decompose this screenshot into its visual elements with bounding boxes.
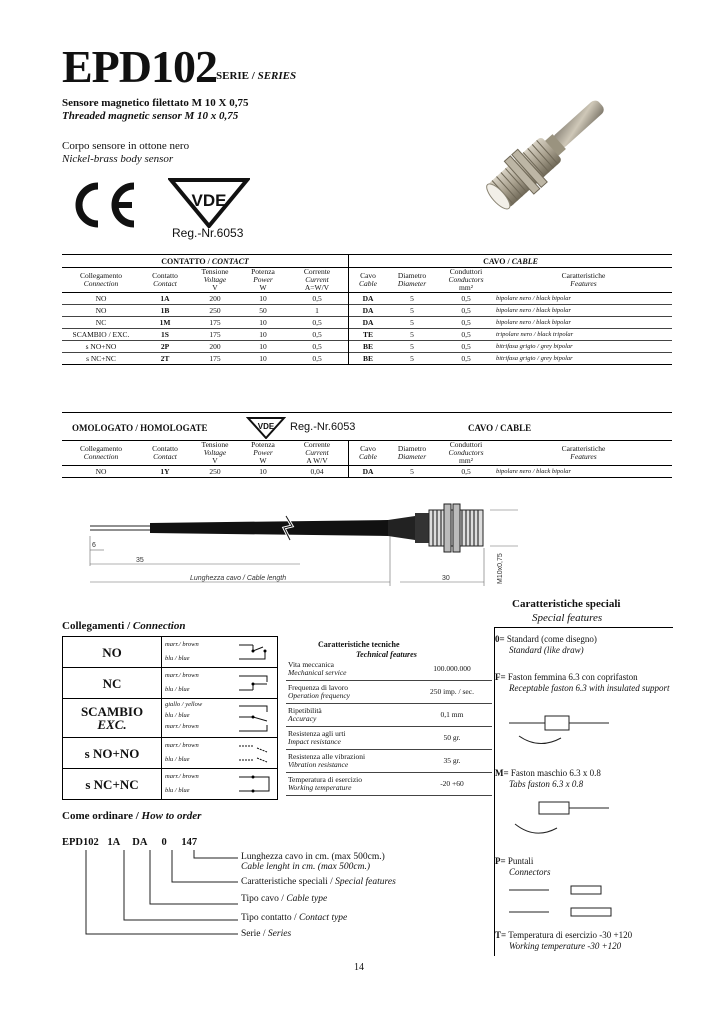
body-en: Nickel-brass body sensor (62, 153, 174, 165)
table-cell: BE (349, 353, 388, 365)
table-cell: s NO+NO (62, 341, 140, 353)
reg-number: Reg.-Nr.6053 (172, 226, 244, 240)
table-row (62, 305, 672, 317)
tech-row (286, 658, 492, 681)
connection-row-no: NO marr./ brown blu / blue (63, 637, 277, 667)
order-title: Come ordinare / How to order (62, 810, 202, 822)
faston-male-drawing (509, 794, 659, 844)
tech-value: 0,1 mm (412, 704, 492, 727)
table-cell: 10 (240, 353, 286, 365)
table-row (62, 293, 672, 305)
homologated-specs-table: Collegamento Connection Contatto Contact Tensione Voltage V Potenza Power W Corrente Current A W/V Cavo Cable Diametro Diameter Conduttori Conductors mm² Caratteristiche Features NO 1Y 250 10 0,04 DA 5 0,5 bipolare nero / black bipolar (62, 440, 672, 478)
table-cell: 0,5 (437, 329, 495, 341)
special-features-box (494, 627, 673, 956)
table-cell: 250 (190, 466, 240, 478)
tech-label: Vita meccanica Mechanical service (286, 658, 412, 681)
table-cell: 200 (190, 341, 240, 353)
svg-text:VDE: VDE (191, 191, 227, 210)
vde-small-logo (246, 415, 286, 439)
table-cell: 0,5 (286, 317, 349, 329)
order-label-cable: Tipo cavo / Cable type (241, 894, 328, 904)
table-cell: 5 (387, 466, 437, 478)
table-row (62, 466, 672, 478)
dim-30: 30 (442, 575, 450, 582)
cable-length-label: Lunghezza cavo / Cable length (190, 575, 287, 582)
description-en: Threaded magnetic sensor M 10 x 0,75 (62, 110, 239, 122)
technical-drawing (60, 496, 530, 598)
tech-features-header-en: Technical features (356, 650, 417, 659)
special-features-title: Caratteristiche speciali (512, 598, 621, 610)
table-cell: DA (349, 293, 388, 305)
tech-value: 35 gr. (412, 750, 492, 773)
table-cell: TE (349, 329, 388, 341)
table-cell: 0,5 (286, 353, 349, 365)
connection-row-nc-nc: s NC+NC marr./ brown blu / blue (63, 768, 277, 799)
order-label-special: Caratteristiche speciali / Special features (241, 877, 396, 887)
table-cell: tripolare nero / black tripolar (495, 329, 672, 341)
table-cell: 250 (190, 305, 240, 317)
tech-label: Ripetibilità Accuracy (286, 704, 412, 727)
tech-label: Frequenza di lavoro Operation frequency (286, 681, 412, 704)
table-cell: 5 (387, 353, 437, 365)
table-cell: 175 (190, 317, 240, 329)
tech-label: Resistenza agli urti Impact resistance (286, 727, 412, 750)
table-cell: DA (349, 317, 388, 329)
special-item-4: T= Temperatura di esercizio -30 +120 Working temperature -30 +120 (495, 930, 633, 951)
tech-label: Temperatura di esercizio Working temperature (286, 773, 412, 796)
tech-features-table (286, 658, 492, 796)
table-row (62, 353, 672, 365)
thread-label: M10x0,75 (497, 553, 504, 584)
table-cell: 0,5 (286, 329, 349, 341)
table-cell: 0,5 (437, 293, 495, 305)
table-row (62, 341, 672, 353)
table-cell: 2T (140, 353, 190, 365)
table-cell: NO (62, 305, 140, 317)
description-it: Sensore magnetico filettato M 10 X 0,75 (62, 97, 249, 109)
order-code: EPD102 1A DA 0 147 (62, 837, 198, 848)
table-cell: 5 (387, 293, 437, 305)
connection-row-nc: NC marr./ brown blu / blue (63, 667, 277, 698)
table-cell: 5 (387, 305, 437, 317)
table-cell: 10 (240, 317, 286, 329)
dim-6: 6 (92, 542, 96, 549)
table-cell: 10 (240, 293, 286, 305)
special-features-title-en: Special features (532, 612, 603, 624)
ce-mark-logo (64, 182, 144, 228)
tech-row (286, 750, 492, 773)
table-cell: 0,5 (286, 341, 349, 353)
table-cell: NC (62, 317, 140, 329)
tech-features-header: Caratteristiche tecniche (318, 640, 400, 649)
tech-row (286, 681, 492, 704)
table-cell: NO (62, 293, 140, 305)
contact-section-header: CONTATTO / CONTACT (62, 255, 349, 268)
table-cell: 200 (190, 293, 240, 305)
connections-title: Collegamenti / Connection (62, 620, 186, 632)
table-cell: 1Y (140, 466, 190, 478)
svg-text:VDE: VDE (257, 422, 275, 431)
body-it: Corpo sensore in ottone nero (62, 140, 190, 152)
table-cell: 5 (387, 329, 437, 341)
order-label-length: Lunghezza cavo in cm. (max 500cm.) Cable lenght in cm. (max 500cm.) (241, 852, 385, 872)
table-cell: 0,5 (437, 353, 495, 365)
reg-number-small: Reg.-Nr.6053 (290, 421, 356, 433)
tech-row (286, 773, 492, 796)
tech-value: 100.000.000 (412, 658, 492, 681)
table-cell: 0,5 (286, 293, 349, 305)
table-cell: bipolare nero / black bipolar (495, 293, 672, 305)
table-cell: 0,04 (286, 466, 349, 478)
table-cell: 1B (140, 305, 190, 317)
table-cell: 0,5 (437, 341, 495, 353)
sensor-photo (468, 78, 628, 228)
page-title: EPD102 (62, 41, 217, 92)
table-cell: 175 (190, 329, 240, 341)
connectors-drawing (509, 882, 659, 922)
table-cell: 1M (140, 317, 190, 329)
cable-section-header: CAVO / CABLE (349, 255, 673, 268)
special-item-1: F= Faston femmina 6.3 con coprifaston Receptable faston 6.3 with insulated support (495, 672, 670, 693)
tech-row (286, 727, 492, 750)
table-cell: 5 (387, 317, 437, 329)
table-cell: 10 (240, 341, 286, 353)
table-cell: bitrifasa grigio / grey bipolar (495, 353, 672, 365)
tech-value: 50 gr. (412, 727, 492, 750)
table-cell: bipolare nero / black bipolar (495, 317, 672, 329)
tech-value: 250 imp. / sec. (412, 681, 492, 704)
table-cell: NO (62, 466, 140, 478)
connection-row-exchange: SCAMBIO EXC. giallo / yellow blu / blue marr./ brown (63, 698, 277, 737)
table-cell: bipolare nero / black bipolar (495, 466, 672, 478)
table-cell: 2P (140, 341, 190, 353)
special-item-2: M= Faston maschio 6.3 x 0.8 Tabs faston 6.3 x 0.8 (495, 768, 601, 789)
series-label: SERIE / SERIES (216, 70, 297, 82)
table-cell: 5 (387, 341, 437, 353)
table-cell: 1 (286, 305, 349, 317)
tech-label: Resistenza alle vibrazioni Vibration resistance (286, 750, 412, 773)
table-cell: BE (349, 341, 388, 353)
table-cell: 0,5 (437, 305, 495, 317)
dim-35: 35 (136, 557, 144, 564)
order-leader-lines (60, 846, 250, 942)
connection-row-no-no: s NO+NO marr./ brown blu / blue (63, 737, 277, 768)
table-cell: 1A (140, 293, 190, 305)
page-number: 14 (354, 962, 364, 973)
table-row (62, 317, 672, 329)
table-row (62, 329, 672, 341)
table-cell: DA (349, 466, 388, 478)
table-cell: 0,5 (437, 466, 495, 478)
tech-value: -20 +60 (412, 773, 492, 796)
table-cell: 0,5 (437, 317, 495, 329)
table-cell: DA (349, 305, 388, 317)
table-cell: bitrifasa grigio / grey bipolar (495, 341, 672, 353)
contact-specs-table: CONTATTO / CONTACT CAVO / CABLE Collegamento Connection Contatto Contact Tensione Voltage V Potenza Power W Corrente Current A=W/V Cavo Cable Diametro Diameter Conduttori Conductors mm² Caratteristiche Features NO 1A 200 10 0,5 DA 5 0,5 bipolare nero / black bipolar NO 1B 250 50 1 DA 5 0,5 bipolare nero / black bipolar NC 1M 175 10 0,5 DA 5 0,5 bipolare nero / black bipolar SCAMBIO / EXC. 1S 175 10 0,5 TE 5 0,5 tripolare nero / black tripolar s NO+NO 2P 200 10 0,5 BE 5 0,5 bitrifasa grigio / grey bipolar s NC+NC 2T 175 10 0,5 BE 5 0,5 bitrifasa grigio / grey bipolar (62, 254, 672, 365)
table-cell: s NC+NC (62, 353, 140, 365)
connections-table (62, 636, 278, 800)
homologated-header: OMOLOGATO / HOMOLOGATE VDE Reg.-Nr.6053 CAVO / CABLE (62, 412, 672, 441)
table-cell: bipolare nero / black bipolar (495, 305, 672, 317)
table-cell: 50 (240, 305, 286, 317)
order-label-contact: Tipo contatto / Contact type (241, 913, 348, 923)
table-cell: 10 (240, 466, 286, 478)
vde-mark-logo (168, 176, 250, 228)
table-cell: SCAMBIO / EXC. (62, 329, 140, 341)
tech-row (286, 704, 492, 727)
special-item-0: 0= Standard (come disegno) Standard (like draw) (495, 634, 597, 655)
table-cell: 1S (140, 329, 190, 341)
table-cell: 175 (190, 353, 240, 365)
order-label-series: Serie / Series (241, 929, 292, 939)
faston-female-drawing (509, 706, 659, 756)
special-item-3: P= Puntali Connectors (495, 856, 551, 877)
table-cell: 10 (240, 329, 286, 341)
